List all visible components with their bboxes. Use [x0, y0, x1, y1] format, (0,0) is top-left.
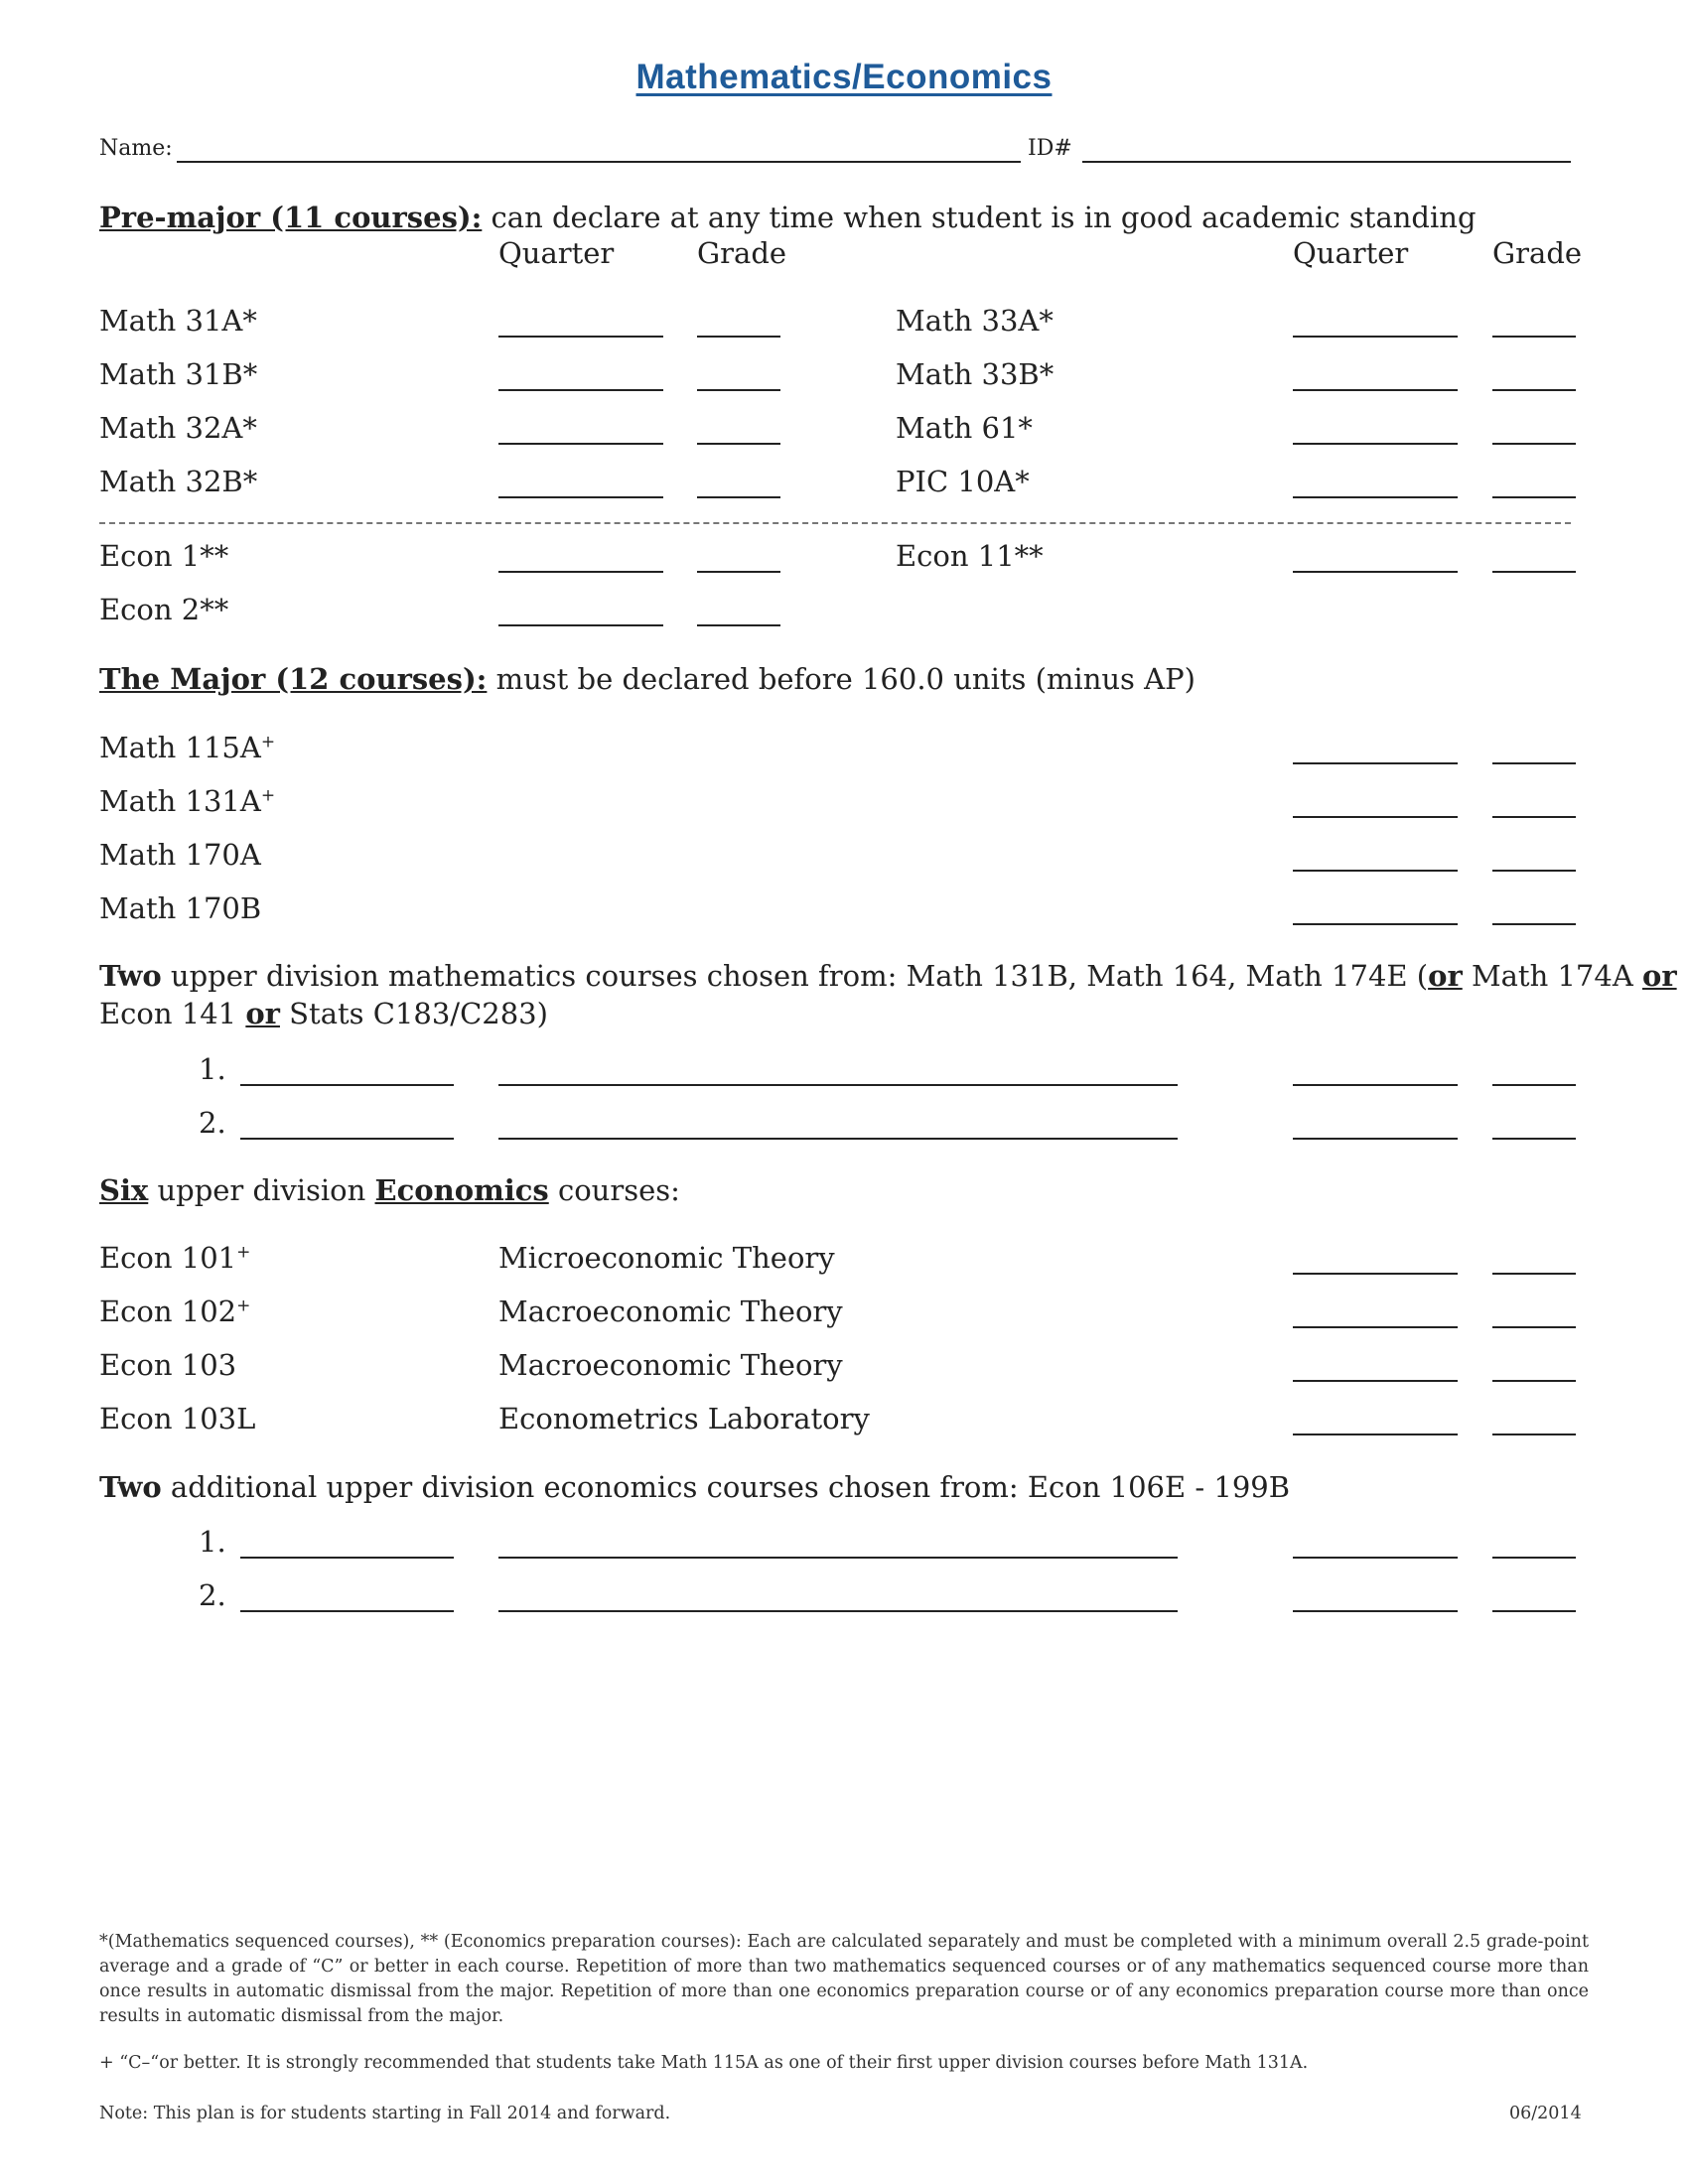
quarter-field[interactable]	[1293, 336, 1458, 338]
six-econ-text: upper division	[148, 1173, 375, 1207]
quarter-field[interactable]	[498, 571, 663, 573]
quarter-field[interactable]	[1293, 870, 1458, 872]
name-label: Name:	[99, 136, 173, 161]
course-label: Math 32B*	[99, 465, 258, 498]
quarter-field[interactable]	[1293, 816, 1458, 818]
course-title-field[interactable]	[498, 1557, 1178, 1559]
grade-field[interactable]	[697, 443, 780, 445]
quarter-field[interactable]	[1293, 1326, 1458, 1328]
quarter-field[interactable]	[498, 443, 663, 445]
quarter-field[interactable]	[1293, 1138, 1458, 1140]
quarter-field[interactable]	[1293, 762, 1458, 764]
page-title-text: Mathematics/Economics	[635, 58, 1053, 96]
two-math-text: Stats C183/C283)	[279, 997, 548, 1030]
course-sup: +	[260, 785, 276, 806]
quarter-field[interactable]	[498, 389, 663, 391]
course-number-field[interactable]	[240, 1610, 454, 1612]
premajor-desc: can declare at any time when student is in good academic standing	[491, 201, 1477, 234]
item-number: 2.	[199, 1578, 226, 1612]
or-word: or	[1642, 959, 1677, 993]
course-title-field[interactable]	[498, 1084, 1178, 1086]
quarter-field[interactable]	[498, 624, 663, 626]
two-math-line2	[99, 997, 548, 1030]
quarter-field[interactable]	[1293, 1610, 1458, 1612]
grade-field[interactable]	[697, 389, 780, 391]
course-label	[99, 1348, 236, 1382]
course-label: Math 31A*	[99, 304, 257, 338]
course-name: Math 170A	[99, 838, 261, 872]
two-econ-heading	[99, 1470, 1290, 1504]
course-title: Econometrics Laboratory	[498, 1402, 870, 1435]
course-label	[99, 1241, 250, 1275]
item-number: 1.	[199, 1052, 226, 1086]
grade-field[interactable]	[697, 624, 780, 626]
grade-field[interactable]	[1492, 389, 1576, 391]
two-math-text: upper division mathematics courses chosen from: Math 131B, Math 164, Math 174E (	[170, 959, 1429, 993]
quarter-field[interactable]	[1293, 443, 1458, 445]
course-label: PIC 10A*	[896, 465, 1030, 498]
grade-field[interactable]	[1492, 1557, 1576, 1559]
id-field[interactable]	[1082, 161, 1571, 163]
grade-field[interactable]	[1492, 1326, 1576, 1328]
quarter-field[interactable]	[498, 496, 663, 498]
grade-field[interactable]	[1492, 1273, 1576, 1275]
course-title-field[interactable]	[498, 1138, 1178, 1140]
course-name: Math 115A	[99, 731, 261, 764]
course-label: Econ 2**	[99, 593, 229, 626]
course-label: Math 33A*	[896, 304, 1054, 338]
two-math-text: Math 174A	[1462, 959, 1642, 993]
course-label: Math 32A*	[99, 411, 257, 445]
grade-field[interactable]	[1492, 443, 1576, 445]
quarter-field[interactable]	[498, 336, 663, 338]
grade-field[interactable]	[697, 336, 780, 338]
col-quarter-right: Quarter	[1293, 236, 1409, 270]
footnote-grade: + “C–“or better. It is strongly recommended that students take Math 115A as one of their first upper division courses before Math 131A.	[99, 2053, 1309, 2073]
item-number: 2.	[199, 1106, 226, 1140]
premajor-heading-row	[99, 201, 1477, 234]
course-label: Econ 1**	[99, 539, 229, 573]
economics-word: Economics	[374, 1173, 549, 1207]
grade-field[interactable]	[1492, 762, 1576, 764]
grade-field[interactable]	[1492, 1084, 1576, 1086]
course-label	[99, 731, 275, 764]
two-econ-bold: Two	[99, 1470, 162, 1504]
course-name: Econ 102	[99, 1295, 237, 1328]
premajor-heading: Pre-major (11 courses):	[99, 201, 483, 234]
grade-field[interactable]	[1492, 1610, 1576, 1612]
course-sup: +	[236, 1242, 251, 1263]
quarter-field[interactable]	[1293, 571, 1458, 573]
quarter-field[interactable]	[1293, 923, 1458, 925]
footnote-sequenced: *(Mathematics sequenced courses), ** (Economics preparation courses): Each are calculated separately and must be completed with a minimum overall 2.5 grade-point average and a grade of “C” or better in each course. Repetition of more than two mathematics sequenced courses or of any mathematics sequenced course more than once results in automatic dismissal from the major. Repetition of more than one economics preparation course or of any economics preparation course more than once results in automatic dismissal from the major.	[99, 1932, 1589, 2026]
col-quarter-left: Quarter	[498, 236, 615, 270]
course-label	[99, 1402, 255, 1435]
quarter-field[interactable]	[1293, 1380, 1458, 1382]
six-econ-heading	[99, 1173, 680, 1207]
course-number-field[interactable]	[240, 1138, 454, 1140]
or-word: or	[245, 997, 280, 1030]
grade-field[interactable]	[1492, 923, 1576, 925]
course-title: Macroeconomic Theory	[498, 1348, 843, 1382]
quarter-field[interactable]	[1293, 1273, 1458, 1275]
id-label: ID#	[1028, 136, 1072, 161]
col-grade-left: Grade	[697, 236, 787, 270]
course-name: Econ 101	[99, 1241, 237, 1275]
six-word: Six	[99, 1173, 149, 1207]
item-number: 1.	[199, 1525, 226, 1559]
course-name: Econ 103	[99, 1348, 237, 1382]
six-econ-text: courses:	[548, 1173, 680, 1207]
name-field[interactable]	[177, 161, 1021, 163]
course-label	[99, 838, 261, 872]
course-label	[99, 784, 275, 818]
revision-date: 06/2014	[1509, 2104, 1582, 2123]
course-title-field[interactable]	[498, 1610, 1178, 1612]
page-title	[0, 58, 1688, 97]
major-heading-row	[99, 662, 1196, 696]
or-word: or	[1428, 959, 1463, 993]
major-desc: must be declared before 160.0 units (minus AP)	[495, 662, 1196, 696]
two-math-line1	[99, 959, 1677, 993]
course-label: Econ 11**	[896, 539, 1044, 573]
course-title: Macroeconomic Theory	[498, 1295, 843, 1328]
grade-field[interactable]	[1492, 1138, 1576, 1140]
two-math-bold: Two	[99, 959, 162, 993]
quarter-field[interactable]	[1293, 1433, 1458, 1435]
quarter-field[interactable]	[1293, 1084, 1458, 1086]
course-label	[99, 891, 261, 925]
two-math-text: Econ 141	[99, 997, 246, 1030]
quarter-field[interactable]	[1293, 389, 1458, 391]
course-label	[99, 1295, 250, 1328]
grade-field[interactable]	[1492, 870, 1576, 872]
footnote-plan-note: Note: This plan is for students starting in Fall 2014 and forward.	[99, 2104, 671, 2123]
two-econ-text: additional upper division economics courses chosen from: Econ 106E - 199B	[161, 1470, 1291, 1504]
grade-field[interactable]	[697, 571, 780, 573]
course-name: Math 170B	[99, 891, 262, 925]
course-number-field[interactable]	[240, 1557, 454, 1559]
course-label: Math 31B*	[99, 357, 258, 391]
course-title: Microeconomic Theory	[498, 1241, 835, 1275]
course-sup: +	[260, 732, 276, 752]
grade-field[interactable]	[1492, 336, 1576, 338]
course-number-field[interactable]	[240, 1084, 454, 1086]
course-label: Math 61*	[896, 411, 1033, 445]
grade-field[interactable]	[1492, 571, 1576, 573]
quarter-field[interactable]	[1293, 496, 1458, 498]
grade-field[interactable]	[1492, 1380, 1576, 1382]
grade-field[interactable]	[1492, 496, 1576, 498]
course-label: Math 33B*	[896, 357, 1055, 391]
course-name: Math 131A	[99, 784, 261, 818]
section-divider	[99, 522, 1571, 524]
course-sup: +	[236, 1296, 251, 1316]
col-grade-right: Grade	[1492, 236, 1583, 270]
major-heading: The Major (12 courses):	[99, 662, 488, 696]
grade-field[interactable]	[1492, 1433, 1576, 1435]
course-name: Econ 103L	[99, 1402, 256, 1435]
quarter-field[interactable]	[1293, 1557, 1458, 1559]
grade-field[interactable]	[1492, 816, 1576, 818]
grade-field[interactable]	[697, 496, 780, 498]
